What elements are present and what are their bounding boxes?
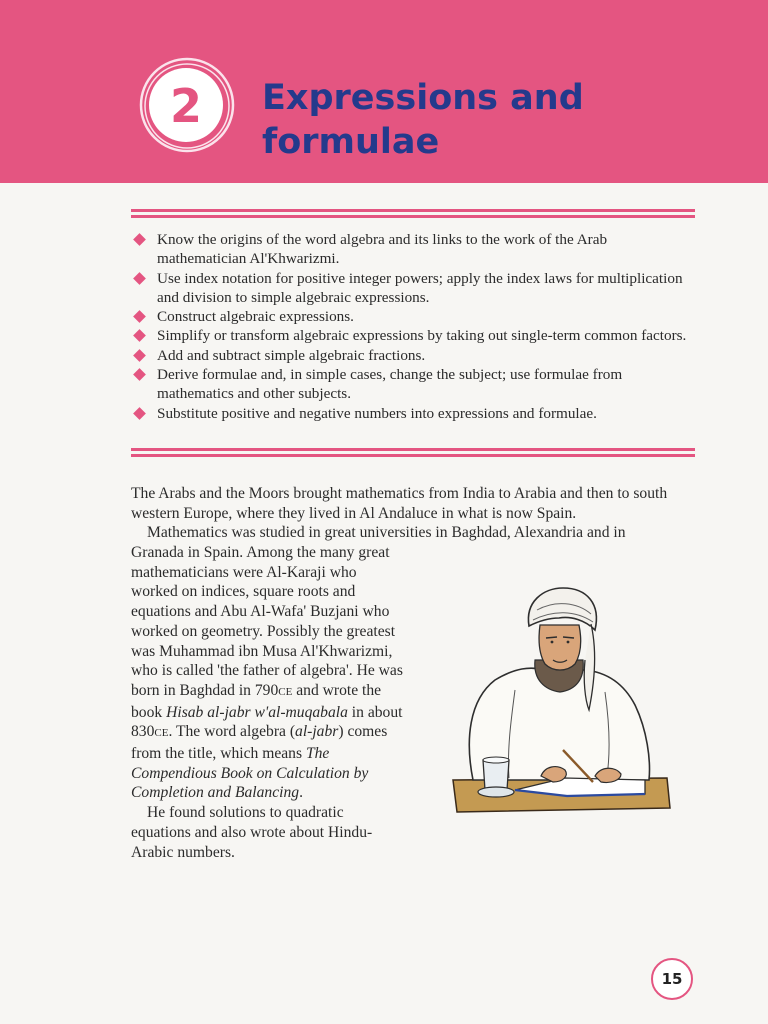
book-title-english: The Compendious Book on Calculation by Completion and Balancing bbox=[131, 745, 369, 802]
intro-text bbox=[131, 484, 697, 543]
intro-paragraph-2: Mathematics was studied in great universities in Baghdad, Alexandria and in bbox=[147, 524, 626, 542]
chapter-number: 2 bbox=[169, 79, 203, 133]
objective-item: Construct algebraic expressions. bbox=[131, 307, 695, 326]
diamond-bullet-icon bbox=[133, 349, 146, 362]
history-paragraph-2: He found solutions to quadratic equations and also wrote about Hindu-Arabic numbers. bbox=[131, 804, 373, 861]
page-number: 15 bbox=[651, 958, 693, 1000]
objective-item: Add and subtract simple algebraic fractions. bbox=[131, 346, 695, 365]
diamond-bullet-icon bbox=[133, 272, 146, 285]
chapter-title-line-1: Expressions and bbox=[262, 78, 584, 118]
chapter-title bbox=[262, 76, 584, 164]
diamond-bullet-icon bbox=[133, 330, 146, 343]
learning-objectives-list bbox=[131, 230, 695, 423]
diamond-bullet-icon bbox=[133, 233, 146, 246]
diamond-bullet-icon bbox=[133, 310, 146, 323]
objective-item: Substitute positive and negative numbers into expressions and formulae. bbox=[131, 404, 695, 423]
al-khwarizmi-illustration bbox=[445, 580, 675, 820]
top-double-rule bbox=[131, 209, 695, 219]
objective-item: Simplify or transform algebraic expressions by taking out single-term common factors. bbox=[131, 326, 695, 345]
intro-paragraph-1: The Arabs and the Moors brought mathematics from India to Arabia and then to south western Europe, where they lived in Al Andaluce in what is now Spain. bbox=[131, 485, 668, 522]
diamond-bullet-icon bbox=[133, 407, 146, 420]
chapter-number-badge bbox=[137, 55, 237, 155]
objective-item: Use index notation for positive integer powers; apply the index laws for multiplication and division to simple algebraic expressions. bbox=[131, 269, 695, 308]
chapter-title-line-2: formulae bbox=[262, 122, 440, 162]
history-paragraph-1: Granada in Spain. Among the many great mathematicians were Al-Karaji who worked on indices, square roots and equations and Abu Al-Wafa' Buzjani who worked on geometry. Possibly the greatest was Muhammad ibn Musa Al'Khwarizmi, who is called 'the father of algebra'. He was born in Baghdad in 790CE and wrote the book Hisab al-jabr w'al-muqabala in about 830CE. The word algebra (al-jabr) comes from the title, which means The Compendious Book on Calculation by Completion and Balancing. bbox=[131, 544, 403, 802]
diamond-bullet-icon bbox=[133, 368, 146, 381]
history-column bbox=[131, 543, 406, 862]
objective-item: Derive formulae and, in simple cases, change the subject; use formulae from mathematics and other subjects. bbox=[131, 365, 695, 404]
book-title-arabic: Hisab al-jabr w'al-muqabala bbox=[166, 703, 348, 721]
bottom-double-rule bbox=[131, 448, 695, 458]
objective-item: Know the origins of the word algebra and its links to the work of the Arab mathematician Al'Khwarizmi. bbox=[131, 230, 695, 269]
